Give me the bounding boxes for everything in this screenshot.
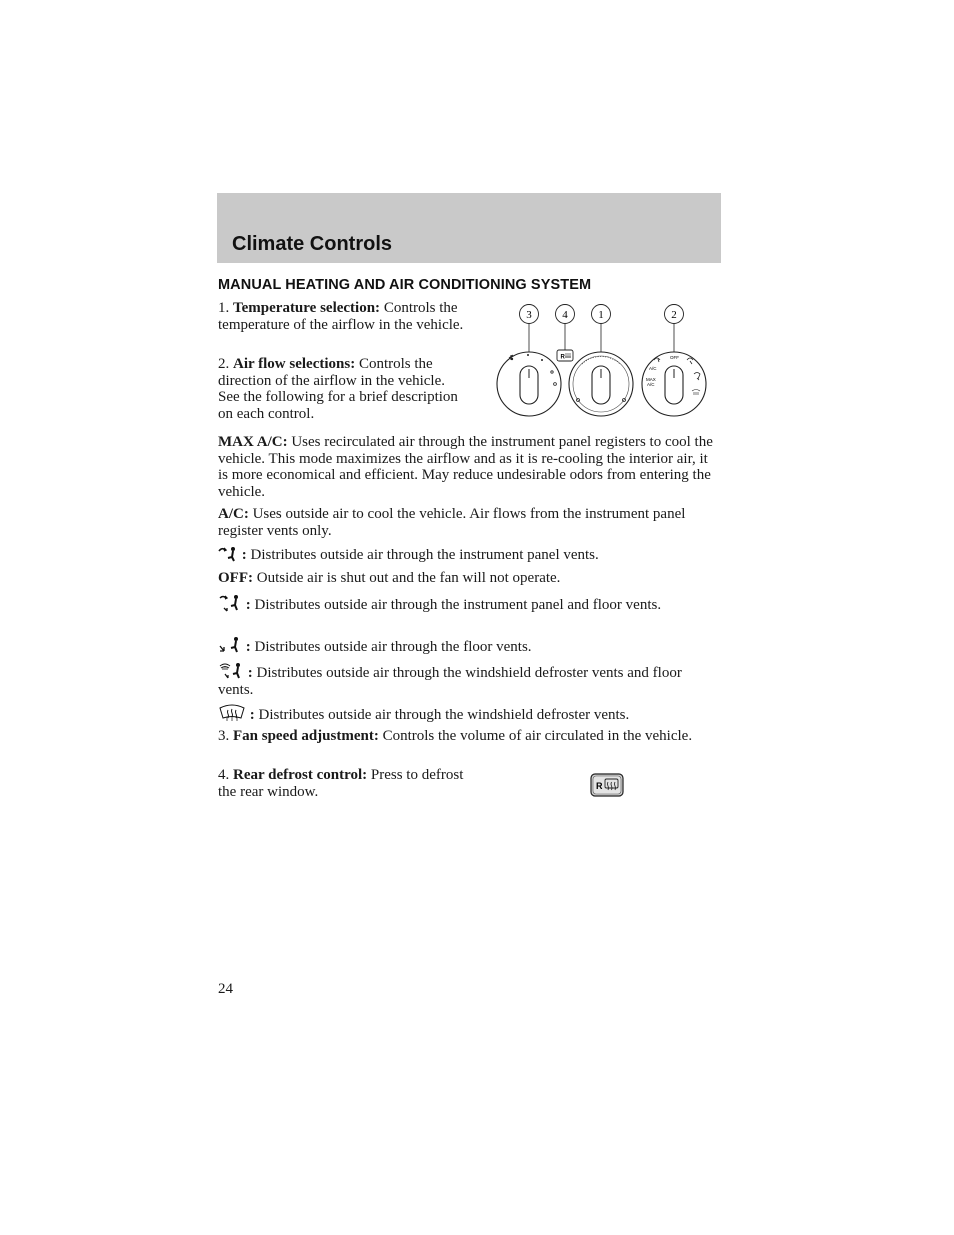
max-ac-label: MAX A/C: (218, 434, 288, 450)
section-heading: MANUAL HEATING AND AIR CONDITIONING SYSTEM (218, 277, 592, 293)
rear-defrost-paragraph: 4. Rear defrost control: Press to defrost the rear window. (218, 767, 464, 800)
rear-defrost-button-label: R (596, 781, 603, 791)
svg-text:1: 1 (598, 309, 604, 321)
rear-defrost-button[interactable] (590, 773, 624, 797)
off-label: OFF: (218, 570, 253, 586)
off-paragraph: OFF: Outside air is shut out and the fan will not operate. (218, 570, 561, 586)
callout-3 (520, 305, 539, 324)
callout-4 (556, 305, 575, 324)
defrost-mode-paragraph: : Distributes outside air through the windshield defroster vents. (218, 704, 718, 724)
fan-speed-knob[interactable] (497, 352, 561, 416)
panel-vent-icon (218, 546, 238, 562)
floor-vent-icon (218, 636, 242, 654)
svg-text:2: 2 (671, 309, 677, 321)
windshield-defrost-icon (218, 704, 246, 722)
fan-speed-label: Fan speed adjustment: (233, 728, 379, 744)
svg-text:A/C: A/C (649, 366, 657, 371)
svg-text:4: 4 (562, 309, 568, 321)
svg-text:MAX: MAX (646, 377, 656, 382)
panel-floor-mode-paragraph: : Distributes outside air through the instrument panel and floor vents. (218, 594, 718, 614)
ac-label: A/C: (218, 506, 249, 522)
defrost-floor-mode-paragraph: : Distributes outside air through the windshield defroster vents and floor vents. (218, 662, 718, 698)
svg-text:A/C: A/C (647, 382, 655, 387)
fan-speed-paragraph: 3. Fan speed adjustment: Controls the volume of air circulated in the vehicle. (218, 728, 693, 744)
climate-control-panel-diagram (494, 302, 714, 420)
svg-text:3: 3 (526, 309, 532, 321)
air-flow-selections-label: Air flow selections: (233, 356, 356, 372)
floor-mode-paragraph: : Distributes outside air through the floor vents. (218, 636, 718, 656)
panel-floor-vent-icon (218, 594, 242, 612)
max-ac-paragraph: MAX A/C: Uses recirculated air through the instrument panel registers to cool the vehicle. This mode maximizes the airflow and as it is re-cooling the interior air, it is more economical and efficient. May reduce undesirable odors from entering the vehicle. (218, 434, 713, 500)
page-number: 24 (218, 981, 233, 997)
defrost-floor-vent-icon (218, 662, 244, 680)
ac-paragraph: A/C: Uses outside air to cool the vehicle. Air flows from the instrument panel register vents only. (218, 506, 686, 539)
temperature-knob[interactable] (569, 352, 633, 416)
rear-defrost-label: Rear defrost control: (233, 767, 368, 783)
temperature-selection-label: Temperature selection: (233, 300, 381, 316)
header-band (217, 193, 721, 263)
page-title: Climate Controls (232, 233, 393, 255)
panel-mode-paragraph: : Distributes outside air through the instrument panel vents. (218, 546, 718, 564)
rear-defrost-mini-button[interactable] (557, 350, 573, 361)
svg-text:OFF: OFF (670, 355, 679, 360)
callout-1 (592, 305, 611, 324)
svg-text:R: R (560, 354, 565, 361)
air-flow-selections-paragraph: 2. Air flow selections: Controls the direction of the airflow in the vehicle. See the following for a brief description on each control. (218, 356, 458, 422)
temperature-selection-paragraph: 1. Temperature selection: Controls the temperature of the airflow in the vehicle. (218, 300, 464, 333)
callout-2 (665, 305, 684, 324)
air-flow-mode-knob[interactable] (642, 352, 706, 416)
